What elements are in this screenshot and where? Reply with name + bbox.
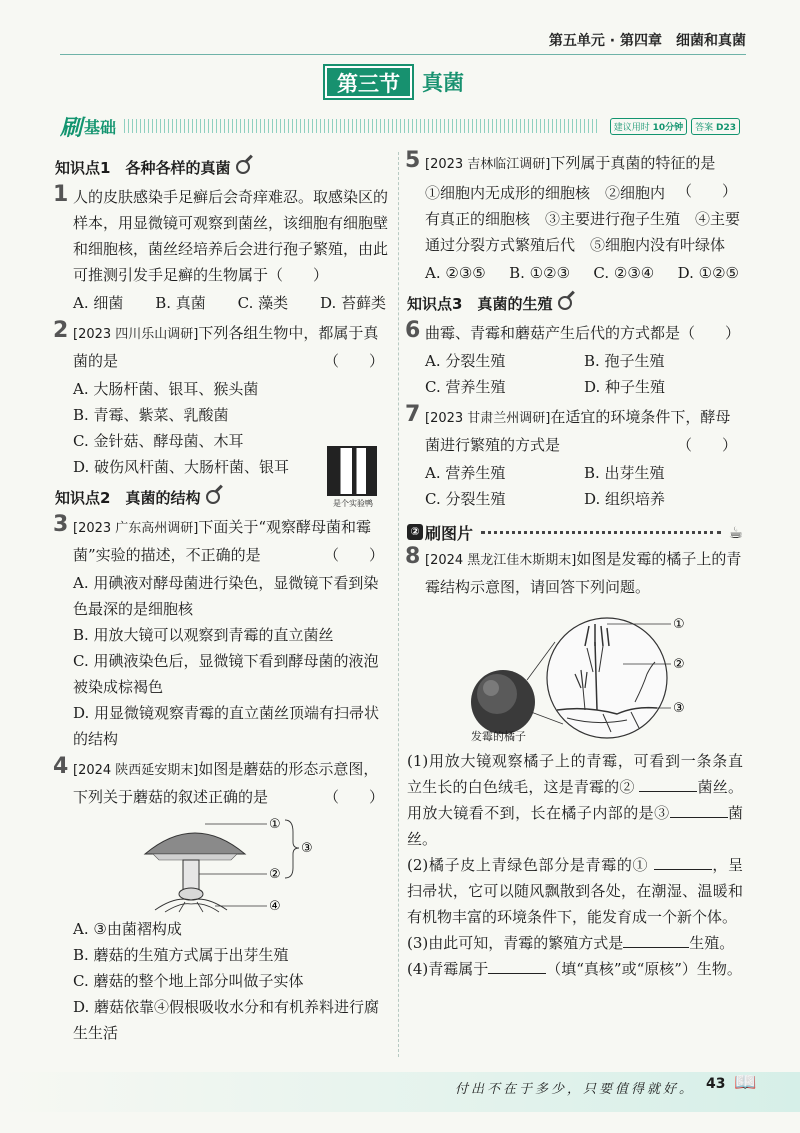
fig-label-3: ③ [301,841,313,856]
question-5 [405,148,743,200]
qr-code[interactable] [327,446,379,509]
question-number: 1 [53,182,69,207]
question-text: 曲霉、青霉和蘑菇产生后代的方式都是（ ） [425,324,741,342]
answer-paren: （ ） [323,788,384,806]
question-text: 人的皮肤感染手足癣后会奇痒难忍。取感染区的样本，用显微镜可观察到菌丝，该细胞有细胞壁和细胞核，菌丝经培养后会进行孢子繁殖，由此可推测引发手足癣的生物属于（ ） [73,188,389,284]
brush-images-header [407,518,743,546]
question-7-options [407,460,743,512]
answer-blank[interactable] [623,930,689,948]
option-d[interactable]: D. ①②⑤ [677,264,739,282]
right-column [407,150,743,982]
left-column [55,150,390,1046]
option-d[interactable]: D. 种子生殖 [584,378,666,396]
question-number: 2 [53,318,69,343]
option-c[interactable]: C. 分裂生殖 [425,490,506,508]
question-text: 如图是发霉的橘子上的青霉结构示意图，请回答下列问题。 [425,550,742,596]
option-c[interactable]: C. 蘑菇的整个地上部分叫做子实体 [73,972,304,990]
question-number: 7 [405,402,421,427]
question-1 [55,184,390,288]
answer-blank[interactable] [670,800,728,818]
question-3-options [55,570,390,752]
fig-label-2: ② [673,657,685,672]
question-source: [2024 黑龙江佳木斯期末] [425,553,577,568]
question-number: 8 [405,544,421,569]
option-b[interactable]: B. 青霉、紫菜、乳酸菌 [73,406,229,424]
figure-caption: 发霉的橘子 [471,730,526,743]
fig-label-1: ① [673,617,685,632]
option-d[interactable]: D. 组织培养 [584,490,666,508]
question-number: 3 [53,512,69,537]
question-5-options [407,260,743,286]
question-number: 5 [405,148,421,173]
answer-paren: （ ） [676,436,737,454]
answer-paren: （ ） [676,182,737,200]
option-a[interactable]: A. 分裂生殖 [425,352,506,370]
option-a[interactable]: A. ③由菌褶构成 [73,920,182,938]
answer-paren: （ ） [323,352,384,370]
answer-blank[interactable] [654,852,712,870]
penicillium-figure [407,602,743,742]
knowledge-point-3: 知识点3 真菌的生殖 [407,290,743,316]
question-text: 下面关于“观察酵母菌和霉菌”实验的描述，不正确的是 [73,518,372,564]
question-4 [55,756,390,810]
option-d[interactable]: D. 用显微镜观察青霉的直立菌丝顶端有扫帚状的结构 [73,704,380,748]
suggested-time: 建议用时 10分钟 [610,118,687,135]
ruler-decoration [124,119,598,133]
fig-label-1: ① [269,817,281,832]
question-2 [55,320,390,374]
option-b[interactable]: B. 真菌 [155,294,206,312]
question-text: 下列各组生物中，都属于真菌的是 [73,324,379,370]
running-head: 第五单元 · 第四章 细菌和真菌 [548,33,746,49]
basics-bar [60,112,740,140]
question-1-options [55,290,390,316]
qr-caption: 是个实验鸭 [333,499,373,508]
option-b[interactable]: B. ①②③ [509,264,571,282]
question-4-options [55,916,390,1046]
page-number: 43 [706,1076,726,1092]
mushroom-figure [55,812,390,916]
option-c[interactable]: C. 金针菇、酵母菌、木耳 [73,432,244,450]
question-source: [2023 四川乐山调研] [73,327,199,342]
answer-paren: （ ） [323,546,384,564]
question-3 [55,514,390,568]
option-d[interactable]: D. 蘑菇依靠④假根吸收水分和有机养料进行腐生生活 [73,998,380,1042]
option-c[interactable]: C. 用碘液染色后，显微镜下看到酵母菌的液泡被染成棕褐色 [73,652,379,696]
question-source: [2023 吉林临江调研] [425,157,551,172]
question-source: [2023 甘肃兰州调研] [425,411,551,426]
option-a[interactable]: A. 细菌 [73,294,124,312]
column-divider [398,152,399,1057]
mushroom-diagram [55,812,390,916]
fig-label-4: ④ [269,899,281,914]
option-a[interactable]: A. 大肠杆菌、银耳、猴头菌 [73,380,259,398]
pen-check-icon [206,490,220,504]
option-c[interactable]: C. 藻类 [237,294,289,312]
option-c[interactable]: C. ②③④ [593,264,655,282]
answer-blank[interactable] [488,956,546,974]
dotted-rule [481,531,721,534]
section-name: 真菌 [422,71,464,95]
option-d[interactable]: D. 破伤风杆菌、大肠杆菌、银耳 [73,458,290,476]
sub-question-2: (2)橘子皮上青绿色部分是青霉的① ，呈扫帚状，它可以随风飘散到各处，在潮湿、温暖和有机物丰富的环境条件下，能发育成一个新个体。 [407,852,743,930]
answer-blank[interactable] [639,774,697,792]
sub-question-4: (4)青霉属于 （填“真核”或“原核”）生物。 [407,956,743,982]
question-7 [407,404,743,458]
watering-can-icon: ☕ [728,522,743,542]
option-a[interactable]: A. ②③⑤ [425,264,486,282]
qr-code-image[interactable] [327,446,377,496]
sub-question-1: (1)用放大镜观察橘子上的青霉，可看到一条条直立生长的白色绒毛，这是青霉的② 菌丝。用放大镜看不到，长在橘子内部的是③ 菌丝。 [407,752,743,848]
question-text: 在适宜的环境条件下，酵母菌进行繁殖的方式是 [425,408,731,454]
penicillium-diagram [407,602,743,742]
knowledge-point-1: 知识点1 各种各样的真菌 [55,154,390,180]
question-text: 如图是蘑菇的形态示意图，下列关于蘑菇的叙述正确的是 [73,760,379,806]
option-a[interactable]: A. 营养生殖 [425,464,506,482]
book-icon: 📖 [734,1072,757,1093]
pen-check-icon [558,296,572,310]
sub-question-3: (3)由此可知，青霉的繁殖方式是 生殖。 [407,930,743,956]
section-title [325,66,464,98]
option-b[interactable]: B. 用放大镜可以观察到青霉的直立菌丝 [73,626,334,644]
question-number: 6 [405,318,421,343]
option-d[interactable]: D. 苔藓类 [319,294,386,312]
footer-motto: 付出不在于多少，只要值得就好。 [455,1082,696,1097]
option-b[interactable]: B. 孢子生殖 [584,352,665,370]
header-rule [60,54,746,55]
question-source: [2024 陕西延安期末] [73,763,199,778]
question-number: 4 [53,754,69,779]
basics-label: 基础 [84,117,117,137]
answer-page: 答案 D23 [691,118,740,135]
question-6 [407,320,743,346]
pen-check-icon [236,160,250,174]
fig-label-2: ② [269,867,281,882]
brush-images-label: 刷图片 [425,523,474,543]
option-c[interactable]: C. 营养生殖 [425,378,506,396]
section-number: 第三节 [325,66,412,98]
knowledge-point-2: 知识点2 真菌的结构 [55,484,390,510]
question-5-statements: ①细胞内无成形的细胞核 ②细胞内有真正的细胞核 ③主要进行孢子生殖 ④主要通过分裂方式繁殖后代 ⑤细胞内没有叶绿体 [425,184,741,254]
question-6-options [407,348,743,400]
brush-logo: 刷 [60,115,83,141]
brush-badge-icon: ② [407,524,423,540]
option-b[interactable]: B. 出芽生殖 [584,464,665,482]
option-a[interactable]: A. 用碘液对酵母菌进行染色，显微镜下看到染色最深的是细胞核 [73,574,379,618]
question-text: 下列属于真菌的特征的是 [550,154,716,172]
fig-label-3: ③ [673,701,685,716]
question-8 [407,546,743,600]
question-source: [2023 广东高州调研] [73,521,199,536]
option-b[interactable]: B. 蘑菇的生殖方式属于出芽生殖 [73,946,289,964]
